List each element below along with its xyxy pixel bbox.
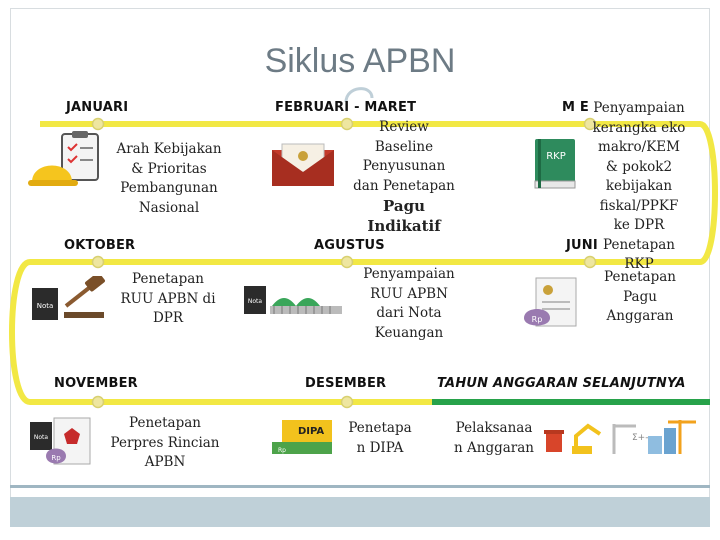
- dipa-label: DIPA: [298, 426, 325, 437]
- milestone-dot-januari: [93, 119, 104, 130]
- month-label-tahun-selanjutnya: TAHUN ANGGARAN SELANJUTNYA: [437, 376, 686, 391]
- step-line: APBN: [144, 454, 186, 470]
- month-label-juni: JUNI: [566, 238, 598, 253]
- parliament-building-icon: [240, 282, 344, 318]
- step-line: RUU APBN di: [120, 290, 216, 307]
- step-line: dari Nota: [376, 305, 442, 321]
- month-label-feb-maret: FEBRUARI - MARET: [275, 100, 417, 115]
- rupiah-label: Rp: [531, 315, 543, 324]
- clipboard-hardhat-icon: [28, 130, 108, 190]
- step-text-oktober: [106, 270, 230, 329]
- doc-label: Nota: [36, 302, 54, 310]
- doc-label: Nota: [33, 434, 49, 441]
- construction-icon: [540, 416, 700, 458]
- step-line: n Anggaran: [454, 439, 534, 456]
- step-line: Penetapan: [602, 236, 675, 253]
- footer-bar: [10, 497, 710, 527]
- rkp-label: RKP: [546, 151, 566, 162]
- step-text-november: [100, 414, 230, 473]
- page-title: Siklus APBN: [264, 42, 456, 80]
- step-text-juni: [586, 268, 694, 327]
- step-line: Baseline: [374, 138, 434, 155]
- step-line: Keuangan: [374, 324, 444, 341]
- step-line: & Prioritas: [131, 160, 207, 177]
- step-line: Penyusunan: [362, 158, 446, 174]
- math-sign-icon: Σ+-: [632, 433, 649, 443]
- month-label-januari: JANUARI: [66, 100, 129, 115]
- envelope-icon: [270, 140, 336, 188]
- step-text-agustus: [350, 265, 468, 343]
- footer-rule: [10, 485, 710, 488]
- month-label-november: NOVEMBER: [54, 376, 138, 391]
- step-line: Arah Kebijakan: [116, 141, 222, 157]
- step-line: Penyampaian: [593, 100, 685, 116]
- step-line: RKP: [624, 256, 654, 272]
- month-label-agustus: AGUSTUS: [314, 238, 385, 253]
- step-line: fiskal/PPKF: [599, 197, 679, 214]
- step-line: kerangka eko: [592, 119, 686, 136]
- step-line-bold: Pagu: [383, 197, 425, 215]
- doc-label: Nota: [247, 298, 263, 305]
- step-line: Anggaran: [606, 308, 674, 324]
- step-line: Penetapan: [128, 415, 201, 431]
- step-line: Pembangunan: [120, 180, 218, 196]
- step-text-feb-maret: [344, 118, 464, 236]
- gavel-document-icon: [28, 276, 108, 324]
- step-line: Penyampaian: [363, 266, 455, 282]
- month-label-mei: M E: [562, 100, 589, 115]
- step-line-bold: Indikatif: [367, 217, 441, 235]
- step-line: Penetapan: [603, 269, 676, 285]
- step-line: kebijakan: [605, 178, 673, 194]
- step-line: dan Penetapan: [353, 177, 455, 194]
- step-line: Pagu: [623, 288, 657, 305]
- step-line: Review: [379, 119, 429, 135]
- step-line: Pelaksanaa: [455, 420, 533, 436]
- step-line: Nasional: [138, 199, 200, 216]
- step-line: n DIPA: [356, 439, 404, 456]
- step-line: & pokok2: [605, 158, 673, 175]
- milestone-dot-oktober: [93, 257, 104, 268]
- step-line: Penetapa: [348, 420, 412, 436]
- step-line: RUU APBN: [370, 285, 448, 302]
- step-line: DPR: [152, 310, 184, 326]
- step-line: makro/KEM: [598, 139, 680, 155]
- step-text-mei: [580, 99, 698, 275]
- dipa-folder-icon: [268, 416, 336, 458]
- month-label-desember: DESEMBER: [305, 376, 387, 391]
- rupiah-label: Rp: [278, 447, 286, 454]
- document-garuda-icon: [24, 416, 94, 468]
- milestone-dot-november: [93, 397, 104, 408]
- milestone-dot-desember: [342, 397, 353, 408]
- step-text-tahun-selanjutnya: [446, 419, 542, 458]
- document-moneybag-icon: [520, 276, 584, 332]
- step-line: ke DPR: [613, 217, 665, 233]
- month-label-oktober: OKTOBER: [64, 238, 136, 253]
- step-text-desember: [340, 419, 420, 458]
- step-line: Perpres Rincian: [110, 434, 220, 451]
- track-turn-right: [700, 124, 715, 262]
- step-text-januari: [106, 140, 232, 218]
- rupiah-label: Rp: [51, 454, 61, 462]
- rkp-book-icon: [532, 136, 580, 192]
- step-line: Penetapan: [131, 271, 204, 287]
